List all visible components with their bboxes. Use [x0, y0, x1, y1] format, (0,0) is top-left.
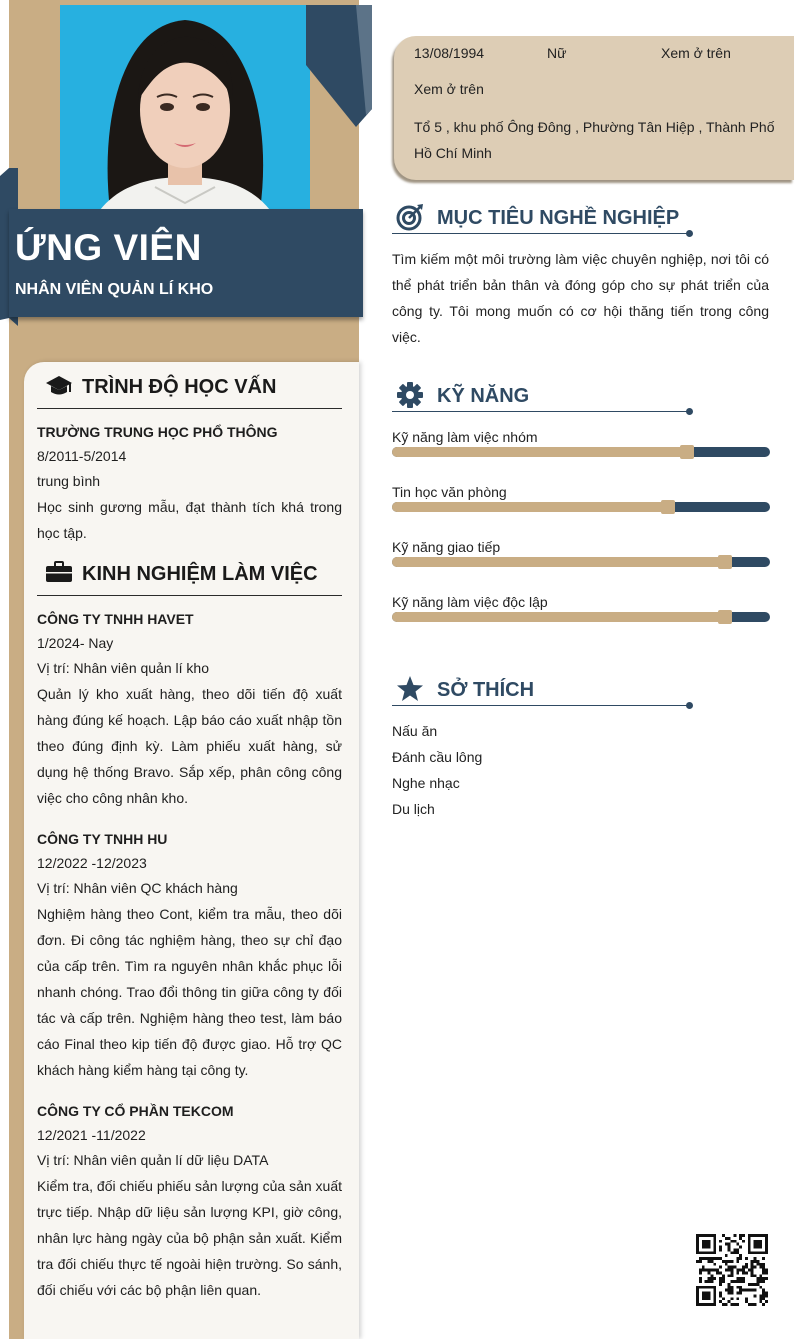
- skills-title: KỸ NĂNG: [437, 385, 530, 407]
- job-company: CÔNG TY TNHH HU: [37, 831, 168, 847]
- section-divider: [392, 705, 688, 706]
- qr-code: [696, 1234, 768, 1306]
- personal-info-box: [394, 36, 794, 180]
- skill-bar: [392, 502, 770, 512]
- hobbies-section-header: [392, 672, 692, 712]
- briefcase-icon: [45, 560, 73, 584]
- job-period: 12/2022 -12/2023: [37, 855, 147, 871]
- job-entry: [37, 827, 342, 1083]
- skill-label: Kỹ năng giao tiếp: [392, 539, 501, 555]
- hobbies-title: SỞ THÍCH: [437, 679, 535, 701]
- name-banner: [9, 209, 363, 317]
- job-company: CÔNG TY CỔ PHẦN TEKCOM: [37, 1103, 234, 1119]
- job-role: Vị trí: Nhân viên QC khách hàng: [37, 880, 238, 896]
- job-entry: [37, 607, 342, 811]
- skill-label: Kỹ năng làm việc độc lập: [392, 594, 548, 610]
- hobby-item: Đánh cầu lông: [392, 749, 483, 765]
- skill-bar-knob: [718, 555, 732, 569]
- profile-photo: [60, 5, 310, 210]
- education-title: TRÌNH ĐỘ HỌC VẤN: [82, 376, 277, 398]
- school-name: TRƯỜNG TRUNG HỌC PHỔ THÔNG: [37, 424, 278, 440]
- objective-text: Tìm kiếm một môi trường làm việc chuyên nghiệp, nơi tôi có thể phát triển bản thân và đóng góp cho sự phát triển của công ty. Tôi mong muốn có cơ hội thăng tiến trong công việc.: [392, 251, 769, 345]
- phone: Xem ở trên: [661, 45, 731, 61]
- skill-bar: [392, 557, 770, 567]
- objective-title: MỤC TIÊU NGHỀ NGHIỆP: [437, 207, 680, 229]
- section-divider: [392, 411, 688, 412]
- education-period: 8/2011-5/2014: [37, 448, 127, 464]
- star-icon: [396, 675, 424, 703]
- hobby-item: Nấu ăn: [392, 723, 438, 739]
- education-entry: [37, 420, 342, 546]
- gear-icon: [396, 381, 424, 409]
- skill-bar-knob: [718, 610, 732, 624]
- job-period: 1/2024- Nay: [37, 635, 114, 651]
- email: Xem ở trên: [414, 81, 484, 97]
- experience-title: KINH NGHIỆM LÀM VIỆC: [82, 563, 318, 585]
- job-entry: [37, 1099, 342, 1303]
- divider-dot: [686, 702, 693, 709]
- skill-bar-fill: [392, 447, 687, 457]
- job-role: Vị trí: Nhân viên quản lí kho: [37, 660, 209, 676]
- skill-bar: [392, 612, 770, 622]
- skill-bar-fill: [392, 612, 725, 622]
- skill-label: Kỹ năng làm việc nhóm: [392, 429, 538, 445]
- education-section-header: [37, 362, 342, 409]
- address: Tổ 5 , khu phố Ông Đông , Phường Tân Hiệp , Thành Phố Hồ Chí Minh: [414, 119, 775, 161]
- job-role: Vị trí: Nhân viên quản lí dữ liệu DATA: [37, 1152, 269, 1168]
- skill-bar: [392, 447, 770, 457]
- job-period: 12/2021 -11/2022: [37, 1127, 146, 1143]
- skill-bar-knob: [680, 445, 694, 459]
- gender: Nữ: [547, 45, 567, 61]
- skill-item: [392, 594, 770, 616]
- skill-item: [392, 429, 770, 451]
- graduation-cap-icon: [45, 373, 73, 397]
- target-icon: [396, 203, 424, 231]
- divider-dot: [686, 408, 693, 415]
- corner-ribbon-decoration: [306, 5, 374, 127]
- section-divider: [392, 233, 688, 234]
- divider-dot: [686, 230, 693, 237]
- candidate-name: ỨNG VIÊN: [15, 227, 202, 268]
- date-of-birth: 13/08/1994: [414, 45, 485, 61]
- skills-section-header: [392, 378, 692, 418]
- job-company: CÔNG TY TNHH HAVET: [37, 611, 194, 627]
- education-description: Học sinh gương mẫu, đạt thành tích khá trong học tập.: [37, 499, 342, 541]
- skill-bar-fill: [392, 502, 668, 512]
- objective-section-header: [392, 200, 692, 240]
- skill-bar-knob: [661, 500, 675, 514]
- skill-label: Tin học văn phòng: [392, 484, 507, 500]
- hobby-item: Du lịch: [392, 801, 435, 817]
- job-description: Nghiệm hàng theo Cont, kiểm tra mẫu, theo dõi đơn. Đi công tác nghiệm hàng, theo sự chỉ đạo của cấp trên. Tìm ra nguyên nhân khắc phục lỗi nhanh chóng. Trao đổi thông tin giữa công ty đối tác và cấp trên. Nghiệm hàng theo test, làm báo cáo Final theo kip tiến độ được giao. Hỗ trợ QC khách hàng kiểm hàng tại công ty.: [37, 906, 342, 1078]
- job-description: Quản lý kho xuất hàng, theo dõi tiến độ xuất hàng đúng kế hoạch. Lập báo cáo xuất nhập tồn theo đúng định kỳ. Làm phiếu xuất hàng, sử dụng hệ thống Bravo. Sắp xếp, phân công công việc cho công nhân kho.: [37, 686, 342, 806]
- skill-item: [392, 484, 770, 506]
- candidate-position: NHÂN VIÊN QUẢN LÍ KHO: [15, 281, 214, 298]
- education-grade: trung bình: [37, 473, 101, 489]
- skill-bar-fill: [392, 557, 725, 567]
- left-content-card: [24, 362, 359, 1339]
- skill-item: [392, 539, 770, 561]
- experience-section-header: [37, 549, 342, 596]
- hobby-item: Nghe nhạc: [392, 775, 460, 791]
- job-description: Kiểm tra, đối chiếu phiếu sản lượng của sản xuất trực tiếp. Nhập dữ liệu sản lượng KPI, giờ công, nhân lực hàng ngày của bộ phận sản xuất. Kiểm tra đối chiếu thực tế ngoài hiện trường. So sánh, đối chiếu với các bộ phận liên quan.: [37, 1178, 342, 1298]
- hobbies-list: [392, 718, 482, 822]
